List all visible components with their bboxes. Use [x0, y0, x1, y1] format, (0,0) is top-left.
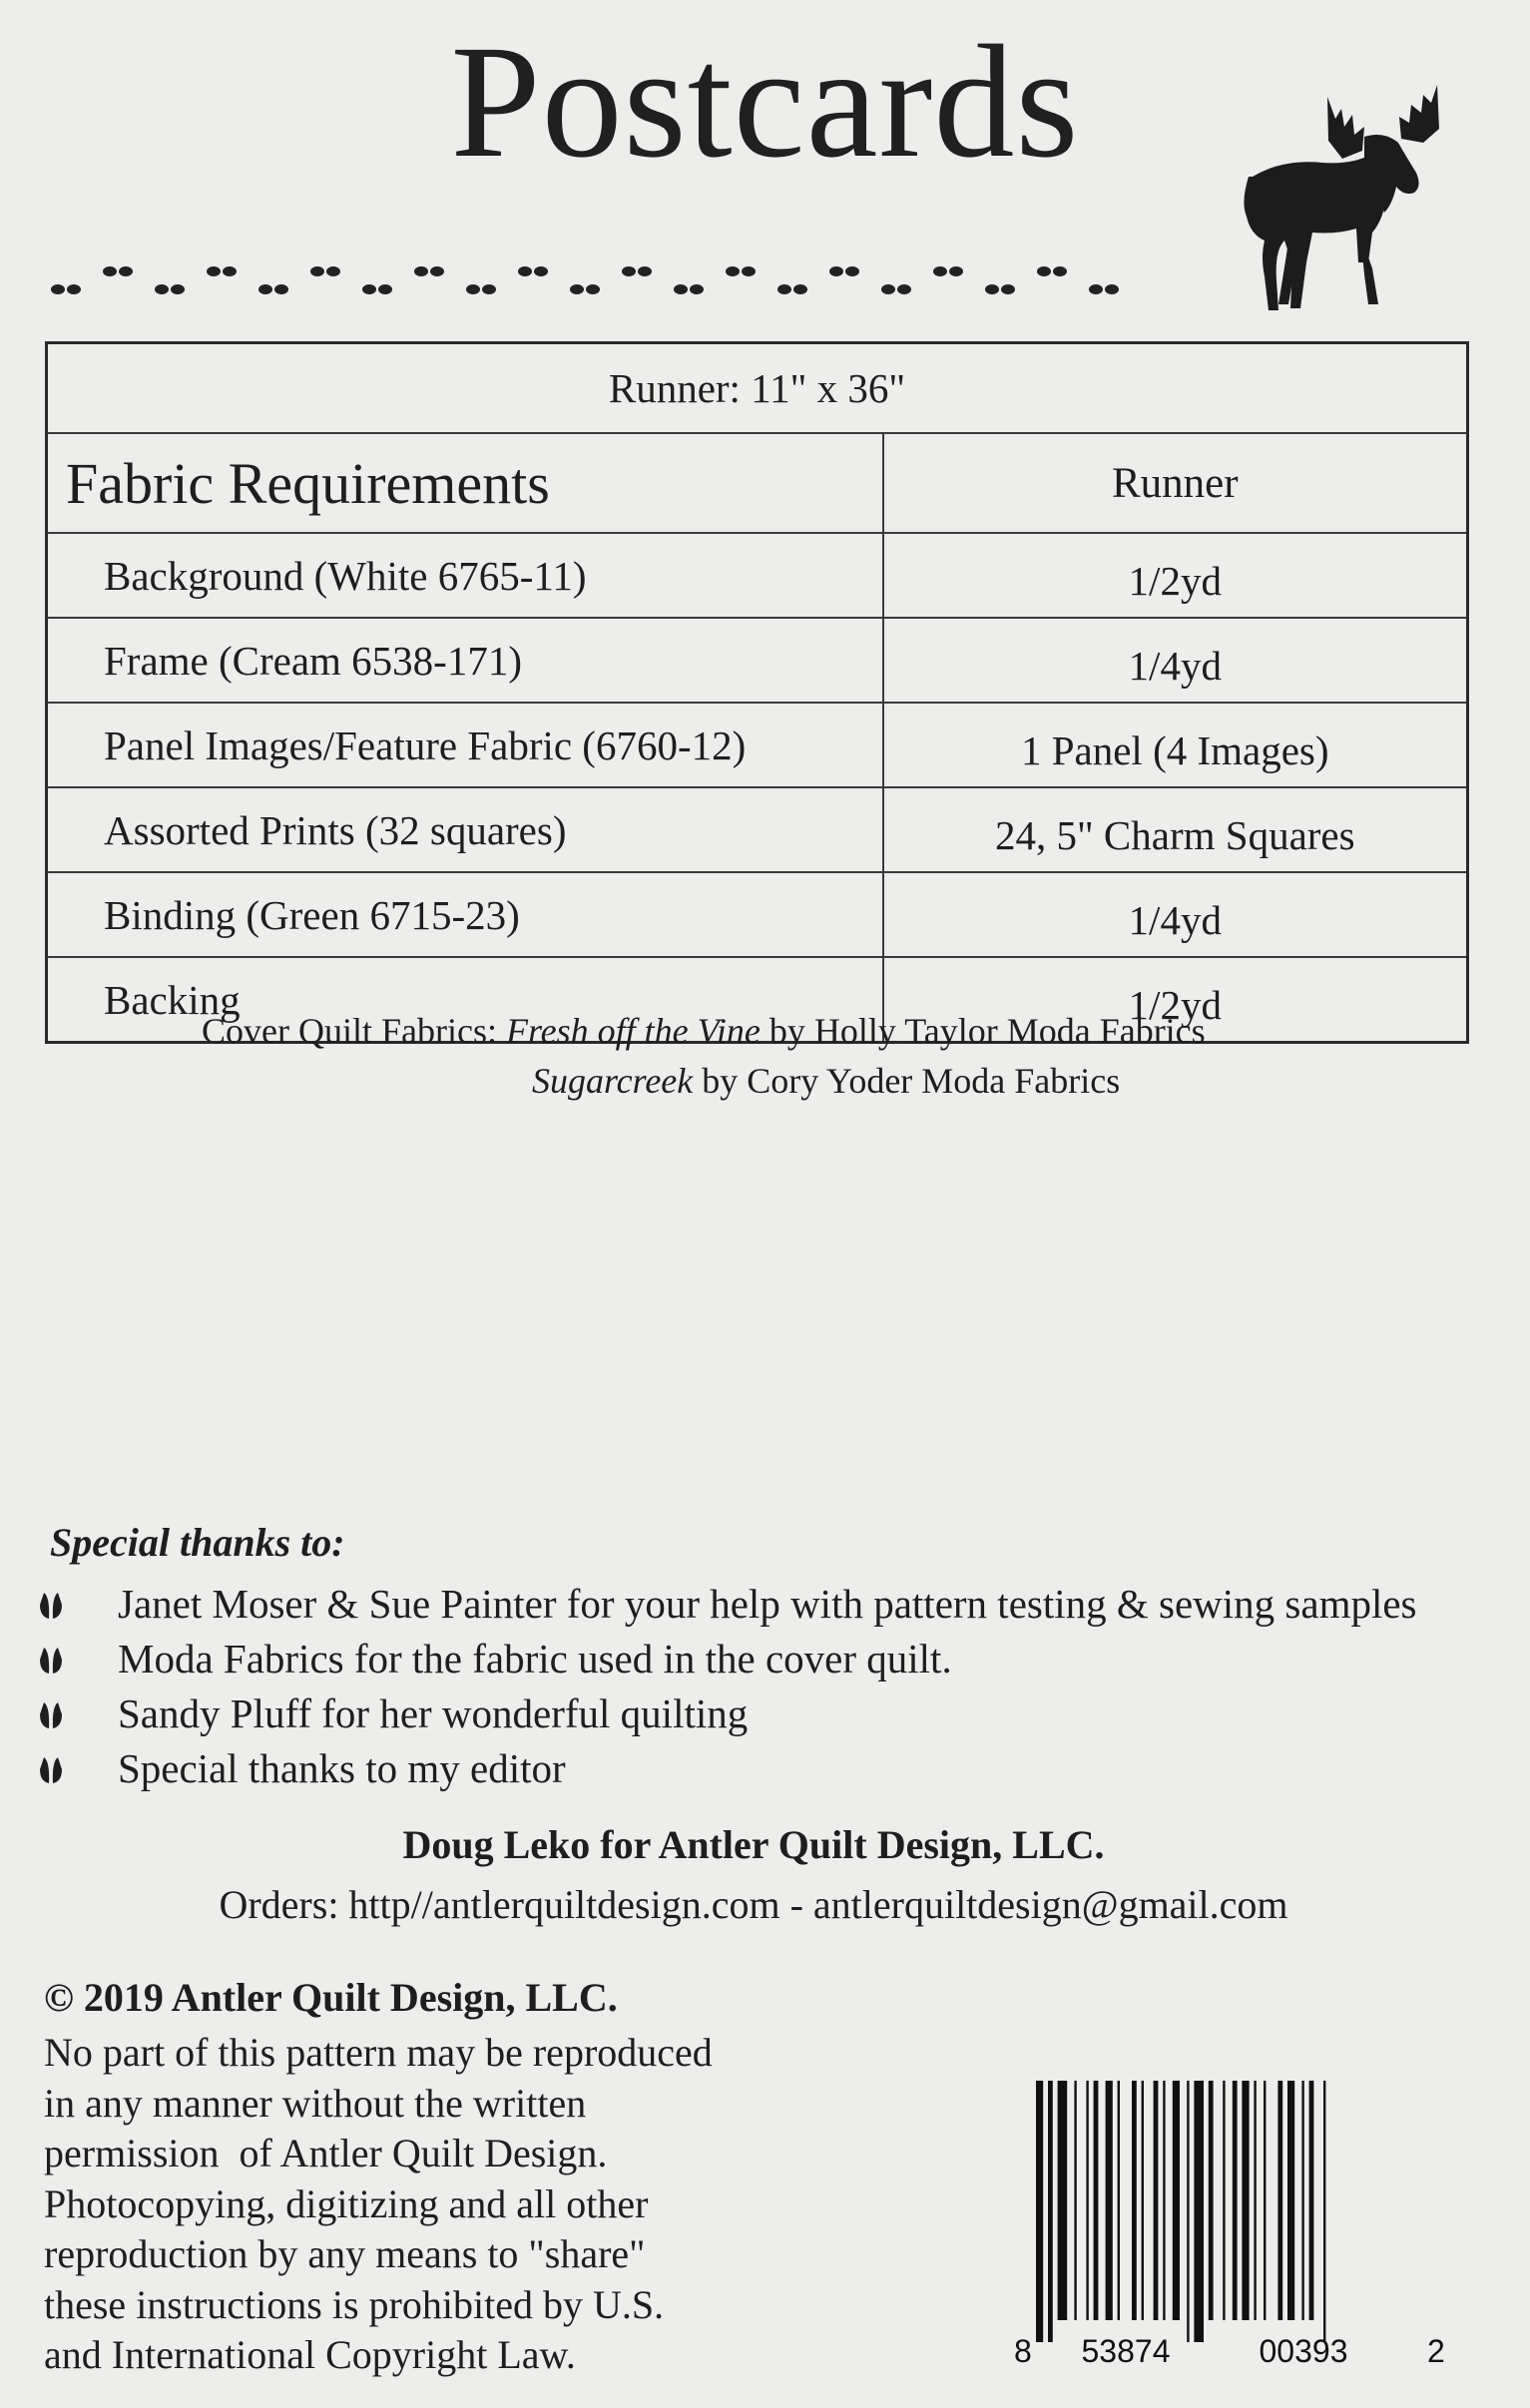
- barcode-group-1: 53874: [1081, 2333, 1171, 2369]
- hoof-track-icon: [50, 249, 1128, 309]
- barcode-bar: [1309, 2081, 1314, 2320]
- fabric-line-designer: by Cory Yoder Moda Fabrics: [693, 1061, 1121, 1101]
- list-item: [38, 1686, 1417, 1741]
- barcode-bar: [1233, 2081, 1238, 2320]
- fabric-amount: 1/4yd: [883, 618, 1468, 703]
- copyright-line: and International Copyright Law.: [44, 2332, 576, 2377]
- copyright-line: No part of this pattern may be reproduced: [44, 2030, 713, 2075]
- fabric-item: Background (White 6765-11): [47, 533, 883, 618]
- barcode-bar: [1118, 2081, 1120, 2320]
- list-item: [38, 1632, 1417, 1686]
- copyright-line: permission of Antler Quilt Design.: [44, 2131, 608, 2175]
- barcode-bar: [1163, 2081, 1165, 2320]
- moose-silhouette-icon: [1233, 85, 1467, 314]
- barcode-bar: [1036, 2081, 1043, 2342]
- copyright-line: these instructions is prohibited by U.S.: [44, 2281, 665, 2327]
- barcode-bar: [1094, 2081, 1099, 2320]
- designer-byline: Doug Leko for Antler Quilt Design, LLC.: [402, 1822, 1105, 1867]
- fabric-item: Panel Images/Feature Fabric (6760-12): [47, 703, 883, 787]
- table-row: [47, 787, 1468, 872]
- barcode-bar: [1173, 2081, 1180, 2320]
- fabric-line-name: Sugarcreek: [532, 1061, 694, 1101]
- table-row: [47, 533, 1468, 618]
- fabric-requirements-heading: Fabric Requirements: [47, 433, 883, 533]
- barcode-bar: [1187, 2081, 1189, 2342]
- barcode-bar: [1223, 2081, 1225, 2320]
- cover-fabrics-prefix: Cover Quilt Fabrics:: [202, 1011, 506, 1051]
- special-thanks-list: [38, 1577, 1417, 1796]
- barcode-bar: [1132, 2081, 1137, 2320]
- fabric-amount: 1 Panel (4 Images): [883, 703, 1468, 787]
- copyright-line: in any manner without the written: [44, 2080, 587, 2126]
- copyright-heading: © 2019 Antler Quilt Design, LLC.: [44, 1975, 618, 2020]
- barcode-bar: [1194, 2081, 1204, 2342]
- fabric-amount: 1/4yd: [883, 872, 1468, 957]
- hoof-bullet-icon: [40, 1700, 62, 1728]
- barcode-bar: [1048, 2081, 1053, 2342]
- orders-contact: Orders: http//antlerquiltdesign.com - antlerquiltdesign@gmail.com: [219, 1882, 1288, 1927]
- barcode-bar: [1323, 2081, 1325, 2342]
- barcode-bar: [1264, 2081, 1266, 2320]
- fabric-amount: 24, 5" Charm Squares: [883, 787, 1468, 872]
- fabric-amount: 1/2yd: [883, 957, 1468, 1043]
- barcode-bar: [1058, 2081, 1068, 2320]
- thanks-text: Janet Moser & Sue Painter for your help with pattern testing & sewing samples: [118, 1581, 1417, 1627]
- cover-fabrics-line-1: [202, 1006, 1206, 1056]
- barcode-bars: [1036, 2081, 1325, 2342]
- runner-size-label: Runner: 11" x 36": [47, 343, 1468, 434]
- fabric-item: Binding (Green 6715-23): [47, 872, 883, 957]
- fabric-amount: 1/2yd: [883, 533, 1468, 618]
- barcode-bar: [1242, 2081, 1249, 2320]
- fabric-line-name: Fresh off the Vine: [505, 1011, 761, 1051]
- barcode-group-2: 00393: [1259, 2333, 1348, 2369]
- fabric-item: Frame (Cream 6538-171): [47, 618, 883, 703]
- hoof-bullet-icon: [40, 1646, 62, 1674]
- barcode-digit-first: 8: [1014, 2333, 1032, 2369]
- thanks-text: Moda Fabrics for the fabric used in the cover quilt.: [118, 1636, 952, 1682]
- special-thanks-heading: Special thanks to:: [50, 1520, 345, 1565]
- barcode-bar: [1106, 2081, 1113, 2320]
- barcode-bar: [1074, 2081, 1076, 2320]
- hoof-bullet-icon: [40, 1591, 62, 1619]
- fabric-item: Assorted Prints (32 squares): [47, 787, 883, 872]
- barcode-bar: [1254, 2081, 1256, 2320]
- barcode-bar: [1287, 2081, 1294, 2320]
- barcode-bar: [1301, 2081, 1303, 2320]
- barcode-bar: [1277, 2081, 1282, 2320]
- barcode-digit-last: 2: [1427, 2333, 1445, 2369]
- barcode-bar: [1086, 2081, 1088, 2320]
- barcode-bar: [1154, 2081, 1159, 2320]
- fabric-requirements-table: [45, 341, 1469, 1044]
- cover-fabrics-line-2: [532, 1056, 1120, 1106]
- table-row: [47, 872, 1468, 957]
- page-title: Postcards: [450, 13, 1080, 192]
- runner-column-heading: Runner: [883, 433, 1468, 533]
- hoof-bullet-icon: [40, 1755, 62, 1783]
- barcode: [1008, 2081, 1447, 2370]
- fabric-item: Backing: [47, 957, 883, 1043]
- barcode-bar: [1209, 2081, 1214, 2320]
- thanks-text: Sandy Pluff for her wonderful quilting: [118, 1690, 749, 1736]
- barcode-bar: [1142, 2081, 1144, 2320]
- table-row: [47, 618, 1468, 703]
- list-item: [38, 1741, 1417, 1796]
- copyright-line: Photocopying, digitizing and all other: [44, 2180, 649, 2226]
- list-item: [38, 1577, 1417, 1632]
- table-row: [47, 703, 1468, 787]
- thanks-text: Special thanks to my editor: [118, 1745, 566, 1791]
- copyright-notice: [44, 2028, 842, 2381]
- fabric-line-designer: by Holly Taylor Moda Fabrics: [760, 1011, 1206, 1051]
- copyright-line: reproduction by any means to "share": [44, 2231, 646, 2276]
